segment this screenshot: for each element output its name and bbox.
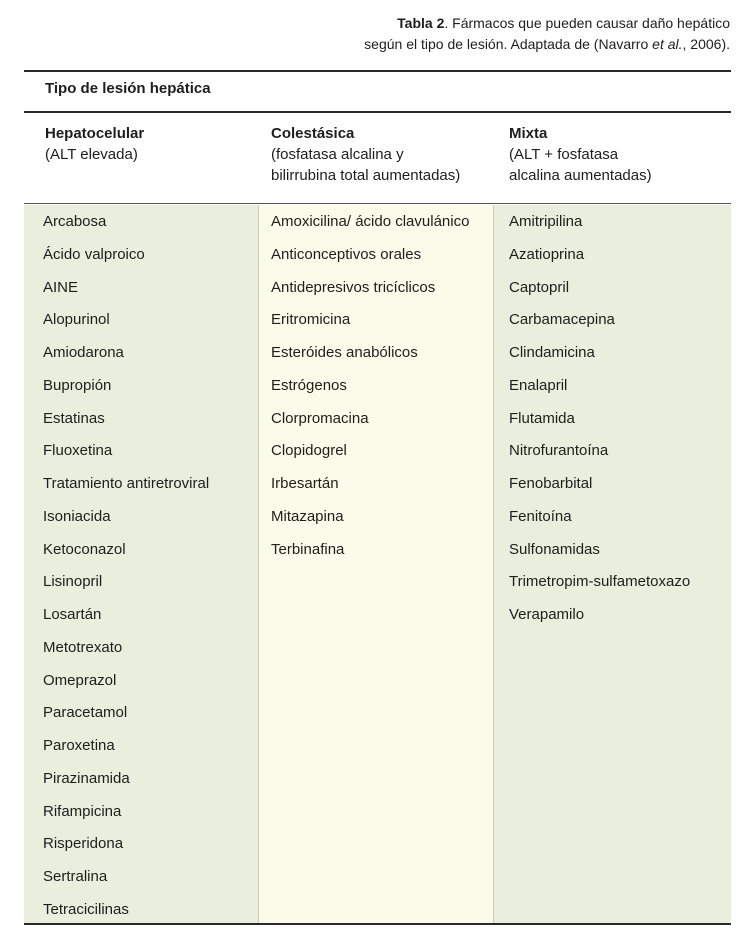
drug-item: Captopril: [509, 278, 570, 296]
col-head-hepatocelular: [45, 123, 144, 165]
column-subtitle: (ALT + fosfatasa: [509, 146, 619, 163]
column-title: Colestásica: [271, 125, 355, 142]
drug-item: Tetracicilinas: [43, 900, 129, 918]
drug-item: Losartán: [43, 606, 102, 623]
column-colestasica: [259, 205, 494, 923]
drug-item: Enalapril: [509, 376, 568, 394]
drug-item: Lisinopril: [43, 573, 103, 591]
top-rule: [24, 70, 731, 72]
column-title: Mixta: [509, 125, 548, 142]
drug-item: Estrógenos: [271, 376, 347, 394]
column-subtitle: alcalina aumentadas): [509, 167, 652, 184]
bottom-rule: [24, 923, 731, 925]
drug-item: Terbinafina: [271, 540, 345, 558]
caption-label: Tabla 2: [397, 15, 445, 31]
drug-item: Irbesartán: [271, 475, 339, 492]
drug-item: Verapamilo: [509, 606, 585, 623]
caption-line-2: [364, 34, 730, 55]
drug-item: Azatioprina: [509, 245, 585, 263]
drug-item: Amitripilina: [509, 213, 583, 230]
body-top-rule: [24, 203, 731, 204]
drug-item: Bupropión: [43, 376, 112, 394]
drug-item: Paracetamol: [43, 704, 128, 722]
drug-item: Esteróides anabólicos: [271, 344, 418, 361]
header-rule: [24, 111, 731, 113]
drug-item: Ácido valproico: [43, 245, 145, 263]
drug-item: Metotrexato: [43, 638, 123, 656]
drug-item: Fenitoína: [509, 507, 572, 525]
column-hepatocelular: [24, 205, 259, 923]
column-subtitle: (fosfatasa alcalina y: [271, 146, 404, 163]
drug-item: Rifampicina: [43, 802, 122, 820]
caption-text-2: según el tipo de lesión. Adaptada de (Navarro: [364, 36, 653, 52]
drug-item: Arcabosa: [43, 213, 107, 230]
drug-item: Clopidogrel: [271, 442, 347, 460]
caption-text-3: , 2006).: [682, 36, 730, 52]
col-head-colestasica: [271, 123, 460, 186]
drug-item: Alopurinol: [43, 311, 110, 329]
drug-item: Estatinas: [43, 409, 105, 427]
column-subtitle: (ALT elevada): [45, 146, 138, 163]
drug-item: Anticonceptivos orales: [271, 245, 422, 263]
drug-item: Amiodarona: [43, 344, 124, 361]
group-header: Tipo de lesión hepática: [45, 80, 211, 97]
drug-item: Amoxicilina/ ácido clavulánico: [271, 213, 470, 230]
drug-item: Fenobarbital: [509, 475, 593, 492]
drug-item: Clorpromacina: [271, 409, 369, 427]
drug-item: Nitrofurantoína: [509, 442, 609, 460]
drug-item: Pirazinamida: [43, 769, 130, 787]
table-caption: [364, 13, 730, 55]
drug-item: Ketoconazol: [43, 540, 126, 558]
column-mixta: [494, 205, 731, 923]
caption-text-1: . Fármacos que pueden causar daño hepático: [444, 15, 730, 31]
col-head-mixta: [509, 123, 652, 186]
drug-item: Fluoxetina: [43, 442, 113, 460]
drug-item: AINE: [43, 278, 79, 296]
drug-item: Isoniacida: [43, 507, 111, 525]
drug-item: Sertralina: [43, 868, 108, 885]
drug-item: Eritromicina: [271, 311, 351, 329]
drug-item: Carbamacepina: [509, 311, 615, 329]
drug-item: Paroxetina: [43, 737, 115, 754]
caption-italic: et al.: [652, 36, 683, 52]
drug-item: Antidepresivos tricíclicos: [271, 278, 436, 296]
drug-item: Mitazapina: [271, 507, 344, 525]
caption-line-1: [364, 13, 730, 34]
drug-item: Risperidona: [43, 835, 124, 853]
drug-item: Flutamida: [509, 409, 575, 427]
column-subtitle: bilirrubina total aumentadas): [271, 167, 461, 184]
drug-item: Sulfonamidas: [509, 540, 600, 558]
drug-item: Omeprazol: [43, 671, 117, 689]
drug-item: Clindamicina: [509, 344, 595, 361]
drug-item: Trimetropim-sulfametoxazo: [509, 573, 691, 591]
drug-item: Tratamiento antiretroviral: [43, 475, 210, 492]
column-title: Hepatocelular: [45, 125, 145, 142]
